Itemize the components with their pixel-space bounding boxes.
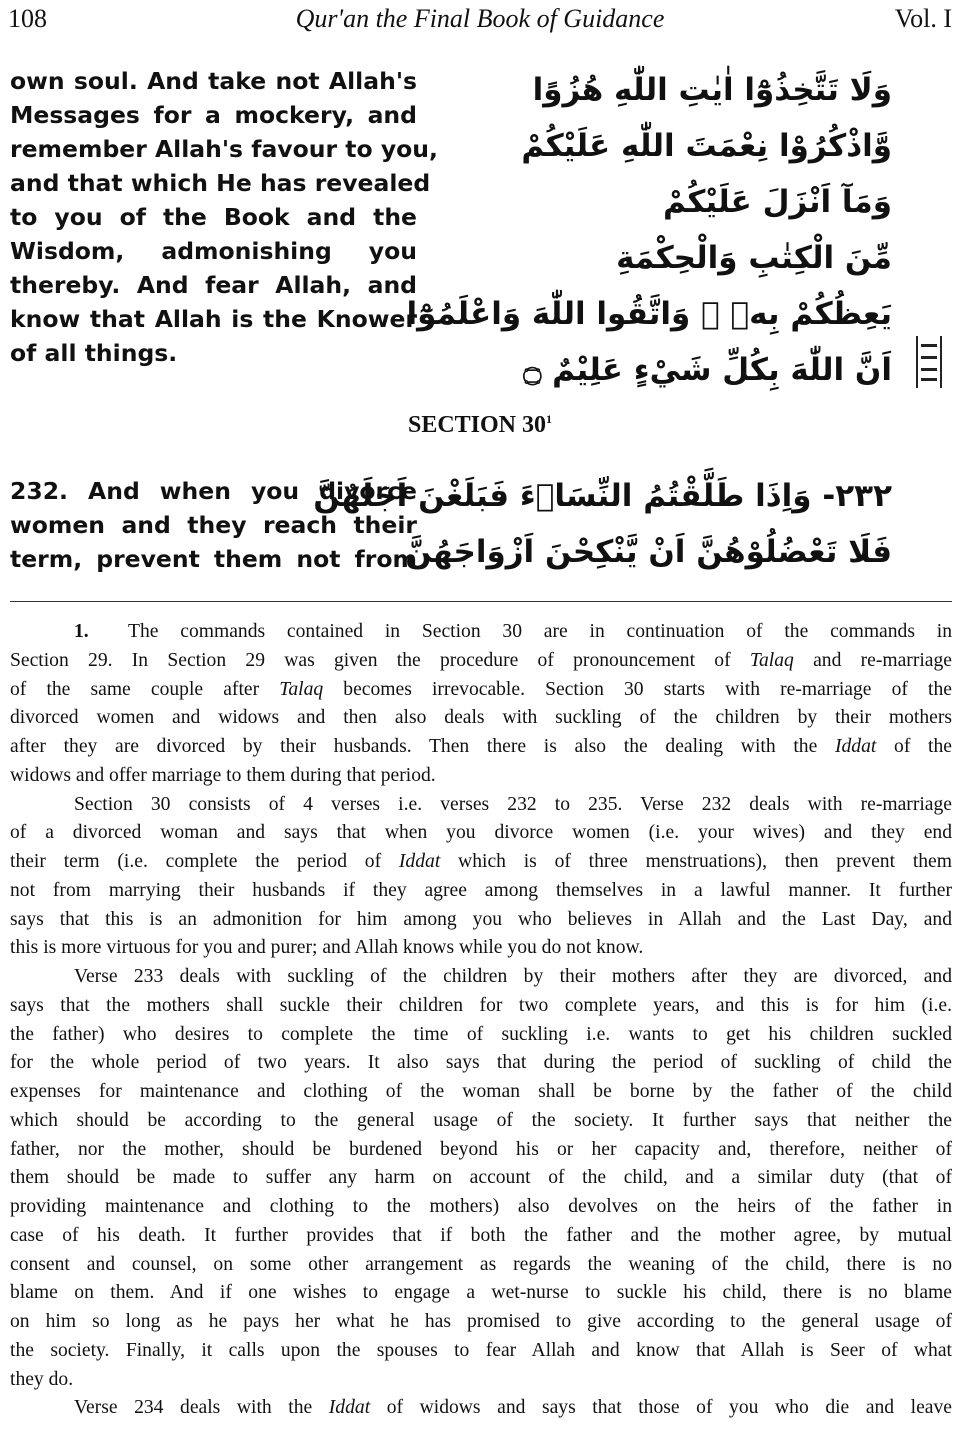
footnote-line: divorced women and widows and then also deals with suckling of the children by their mothers	[10, 707, 952, 729]
footnote-line: expenses for maintenance and clothing of the woman shall be borne by the father of the child	[10, 1081, 952, 1102]
translation-block-top	[10, 64, 438, 370]
section-label: SECTION 30	[407, 412, 547, 438]
footnote-line: they do.	[10, 1368, 74, 1390]
footnote-line: providing maintenance and clothing to the mothers) also devolves on the heirs of the father in	[10, 1196, 952, 1217]
translation-line: Messages for a mockery, and	[10, 101, 417, 129]
arabic-line: مِّنَ الْكِتٰبِ وَالْحِكْمَةِ	[616, 240, 892, 276]
footnote-line: says that the mothers shall suckle their children for two complete years, and this is for him (i.e.	[10, 994, 952, 1016]
footnote-line: the society. Finally, it calls upon the spouses to fear Allah and know that Allah is Seer of what	[10, 1339, 952, 1361]
arabic-line: اَنَّ اللّٰهَ بِكُلِّ شَيْءٍ عَلِيْمٌ ۝	[523, 352, 892, 388]
footnote-line: this is more virtuous for you and purer; and Allah knows while you do not know.	[10, 937, 644, 959]
ruku-marker-icon	[916, 336, 942, 388]
arabic-line: وَّاذْكُرُوْا نِعْمَتَ اللّٰهِ عَلَيْكُمْ	[521, 128, 892, 164]
footnote-line: them should be made to suffer any harm on account of the child, and a similar duty (that of	[10, 1167, 952, 1189]
footnote-line: of the same couple after Talaq becomes irrevocable. Section 30 starts with re-marriage of the	[10, 678, 952, 700]
footnote-line: Verse 233 deals with suckling of the children by their mothers after they are divorced, and	[74, 966, 952, 987]
arabic-line: ٢٣٢- وَاِذَا طَلَّقْتُمُ النِّسَاۗءَ فَبَلَغْنَ اَجَلَهُنَّ	[313, 478, 892, 514]
footnote-line: for the whole period of two years. It also says that during the period of suckling of child the	[10, 1052, 952, 1074]
page-number: 108	[8, 4, 47, 33]
footnote-line: their term (i.e. complete the period of Iddat which is of three menstruations), then prevent them	[10, 851, 952, 872]
translation-line: 232. And when you divorce	[10, 477, 417, 505]
footnote-line: says that this is an admonition for him among you who believes in Allah and the Last Day, and	[10, 908, 952, 930]
translation-line: to you of the Book and the	[10, 203, 417, 231]
arabic-line: وَمَآ اَنْزَلَ عَلَيْكُمْ	[663, 184, 892, 220]
footnote-line: widows and offer marriage to them during that period.	[10, 764, 436, 786]
footnote-line: consent and counsel, on some other arrangement as regards the weaning of the child, there is no	[10, 1253, 952, 1275]
footnote-line: on him so long as he pays her what he has promised to give according to the general usage of	[10, 1311, 952, 1332]
footnote-line: Section 29. In Section 29 was given the procedure of pronouncement of Talaq and re-marriage	[10, 649, 952, 671]
translation-line: Wisdom, admonishing you	[10, 237, 417, 265]
translation-line: know that Allah is the Knower	[10, 305, 417, 333]
translation-line: women and they reach their	[10, 511, 417, 539]
footnote-line: father, nor the mother, should be burdened beyond his or her capacity and, therefore, neither of	[10, 1138, 952, 1160]
footnote-divider	[10, 601, 952, 602]
footnote-line: 1. The commands contained in Section 30 are in continuation of the commands in	[10, 618, 952, 647]
footnote-line: of a divorced woman and says that when you divorce women (i.e. your wives) and they end	[10, 822, 952, 844]
footnote-line: after they are divorced by their husbands. Then there is also the dealing with the Iddat of the	[10, 736, 952, 757]
arabic-block-verse-232	[313, 468, 892, 580]
footnote-line: the father) who desires to complete the time of suckling i.e. wants to get his children suckled	[10, 1023, 952, 1045]
arabic-line: يَعِظُكُمْ بِهٖ ۭ وَاتَّقُوا اللّٰهَ وَاعْلَمُوْٓا	[406, 296, 892, 332]
footnote-line: Verse 234 deals with the Iddat of widows and says that those of you who die and leave	[74, 1397, 953, 1419]
running-header	[8, 0, 952, 40]
footnote-line: case of his death. It further provides that if both the father and the mother agree, by mutual	[10, 1224, 952, 1246]
arabic-line: وَلَا تَتَّخِذُوْٓا اٰيٰتِ اللّٰهِ هُزُوًا	[532, 72, 892, 108]
arabic-line: فَلَا تَعْضُلُوْھُنَّ اَنْ يَّنْكِحْنَ اَزْوَاجَهُنَّ	[405, 534, 892, 570]
translation-line: own soul. And take not Allah's	[10, 67, 417, 95]
footnote-line: not from marrying their husbands if they agree among themselves in a lawful manner. It further	[10, 879, 952, 901]
section-heading	[0, 412, 960, 439]
translation-line: and that which He has revealed	[10, 169, 431, 197]
footnote	[10, 618, 952, 1423]
arabic-block-top	[406, 62, 892, 398]
book-title: Qur'an the Final Book of Guidance	[295, 4, 665, 33]
translation-line: remember Allah's favour to you,	[10, 135, 438, 163]
footnote-line: blame on them. And if one wishes to engage a wet-nurse to suckle his child, there is no blame	[10, 1282, 952, 1304]
translation-line: thereby. And fear Allah, and	[10, 271, 417, 299]
volume-label: Vol. I	[894, 4, 952, 33]
footnote-ref: 1	[546, 412, 553, 426]
footnote-number: 1.	[74, 621, 89, 642]
footnote-line: Section 30 consists of 4 verses i.e. verses 232 to 235. Verse 232 deals with re-marriage	[74, 793, 952, 815]
translation-line: of all things.	[10, 339, 178, 367]
translation-line: term, prevent them not from	[10, 545, 417, 573]
footnote-line: which should be according to the general usage of the society. It further says that neither the	[10, 1109, 952, 1131]
